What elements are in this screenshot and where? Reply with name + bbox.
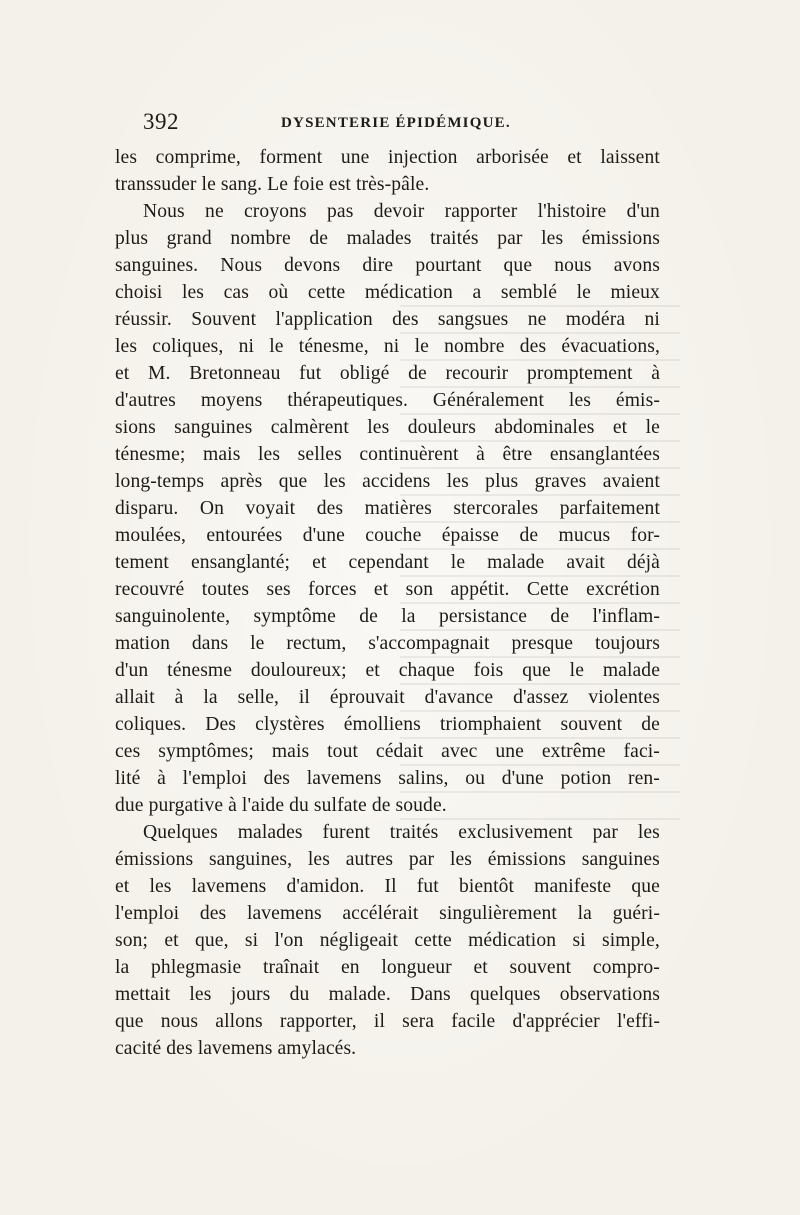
text-line: sions sanguines calmèrent les douleurs abdominales et le: [115, 417, 660, 438]
text-line: réussir. Souvent l'application des sangsues ne modéra ni: [115, 309, 660, 330]
page-header: [143, 107, 663, 137]
text-line: Quelques malades furent traités exclusivement par les: [143, 822, 660, 843]
text-line: que nous allons rapporter, il sera facile d'apprécier l'effi-: [115, 1011, 660, 1032]
text-line: ces symptômes; mais tout cédait avec une extrême faci-: [115, 741, 660, 762]
text-line: d'autres moyens thérapeutiques. Généralement les émis-: [115, 390, 660, 411]
text-line: son; et que, si l'on négligeait cette médication si simple,: [115, 930, 660, 951]
text-line: la phlegmasie traînait en longueur et souvent compro-: [115, 957, 660, 978]
running-title: DYSENTERIE ÉPIDÉMIQUE.: [281, 115, 511, 131]
text-line: mettait les jours du malade. Dans quelques observations: [115, 984, 660, 1005]
text-line: allait à la selle, il éprouvait d'avance d'assez violentes: [115, 687, 660, 708]
text-line: l'emploi des lavemens accélérait singulièrement la guéri-: [115, 903, 660, 924]
text-line: moulées, entourées d'une couche épaisse de mucus for-: [115, 525, 660, 546]
text-line: d'un ténesme douloureux; et chaque fois que le malade: [115, 660, 660, 681]
text-line: disparu. On voyait des matières stercorales parfaitement: [115, 498, 660, 519]
text-line: émissions sanguines, les autres par les émissions sanguines: [115, 849, 660, 870]
text-line: transsuder le sang. Le foie est très-pâle.: [115, 174, 430, 195]
text-line: mation dans le rectum, s'accompagnait presque toujours: [115, 633, 660, 654]
text-line: long-temps après que les accidens les plus graves avaient: [115, 471, 660, 492]
text-line: les comprime, forment une injection arborisée et laissent: [115, 147, 660, 168]
text-line: sanguinolente, symptôme de la persistance de l'inflam-: [115, 606, 660, 627]
text-line: et les lavemens d'amidon. Il fut bientôt manifeste que: [115, 876, 660, 897]
page-number: 392: [143, 109, 179, 134]
text-line: recouvré toutes ses forces et son appétit. Cette excrétion: [115, 579, 660, 600]
text-line: cacité des lavemens amylacés.: [115, 1038, 357, 1059]
text-line: ténesme; mais les selles continuèrent à être ensanglantées: [115, 444, 660, 465]
text-line: choisi les cas où cette médication a semblé le mieux: [115, 282, 660, 303]
text-line: sanguines. Nous devons dire pourtant que nous avons: [115, 255, 660, 276]
text-line: coliques. Des clystères émolliens triomphaient souvent de: [115, 714, 660, 735]
text-line: et M. Bretonneau fut obligé de recourir promptement à: [115, 363, 660, 384]
text-line: plus grand nombre de malades traités par les émissions: [115, 228, 660, 249]
text-line: Nous ne croyons pas devoir rapporter l'histoire d'un: [143, 201, 660, 222]
text-line: due purgative à l'aide du sulfate de soude.: [115, 795, 447, 816]
body-text: [115, 144, 660, 1062]
text-line: tement ensanglanté; et cependant le malade avait déjà: [115, 552, 660, 573]
text-line: lité à l'emploi des lavemens salins, ou d'une potion ren-: [115, 768, 660, 789]
text-line: les coliques, ni le ténesme, ni le nombre des évacuations,: [115, 336, 660, 357]
